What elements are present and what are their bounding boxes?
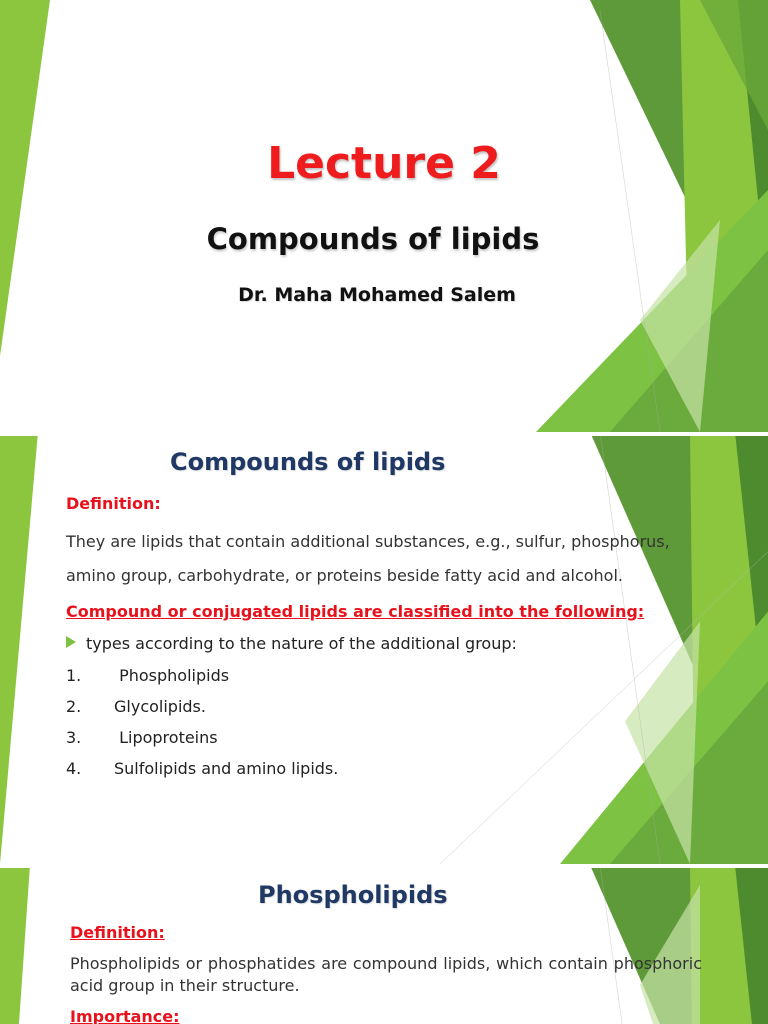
green-geometric-decoration <box>0 0 768 432</box>
bullet-item <box>66 634 517 653</box>
list-text: Phospholipids <box>114 666 230 685</box>
lecture-author: Dr. Maha Mohamed Salem <box>238 284 516 306</box>
classification-heading: Compound or conjugated lipids are classified into the following: <box>66 602 645 621</box>
section-title: Phospholipids <box>258 881 448 909</box>
definition-label: Definition: <box>66 494 161 513</box>
definition-text: Phospholipids or phosphatides are compound lipids, which contain phosphoric acid group in their structure. <box>70 954 702 995</box>
slide-divider <box>0 864 768 868</box>
slide-title <box>0 0 768 432</box>
list-text: Lipoproteins <box>114 728 218 747</box>
list-number: 3. <box>66 728 82 747</box>
lecture-title: Lecture 2 <box>267 138 501 189</box>
list-number: 1. <box>66 666 82 685</box>
slide-compounds-of-lipids <box>0 432 768 865</box>
definition-text-line-2: amino group, carbohydrate, or proteins beside fatty acid and alcohol. <box>66 566 623 585</box>
definition-text-line-1: They are lipids that contain additional substances, e.g., sulfur, phosphorus, <box>66 532 670 551</box>
triangle-bullet-icon <box>66 636 76 648</box>
list-text: Sulfolipids and amino lipids. <box>114 759 339 778</box>
list-item <box>66 728 218 747</box>
definition-label: Definition: <box>70 923 165 942</box>
section-title: Compounds of lipids <box>170 448 446 476</box>
list-item <box>66 759 338 778</box>
slide-divider <box>0 432 768 436</box>
list-number: 2. <box>66 697 82 716</box>
bullet-text: types according to the nature of the additional group: <box>86 634 517 653</box>
list-item <box>66 666 229 685</box>
importance-label: Importance: <box>70 1007 180 1024</box>
slide-phospholipids <box>0 865 768 1024</box>
lecture-subtitle: Compounds of lipids <box>206 222 540 256</box>
list-number: 4. <box>66 759 82 778</box>
list-text: Glycolipids. <box>114 697 206 716</box>
list-item <box>66 697 206 716</box>
